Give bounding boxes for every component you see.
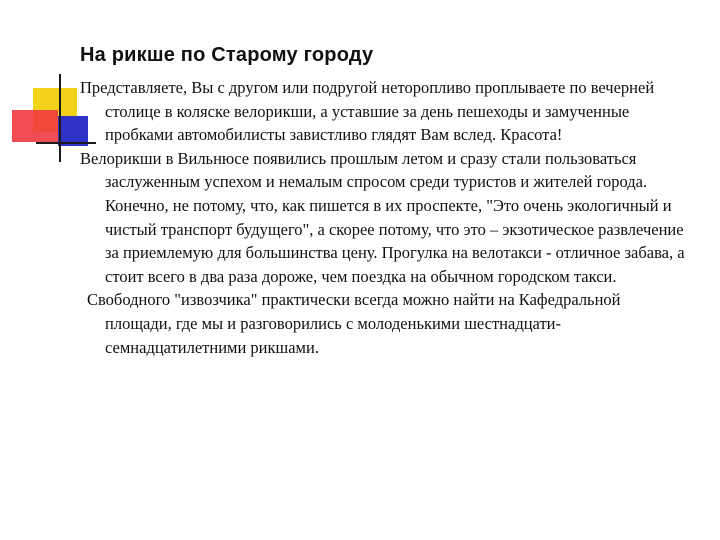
slide-body — [80, 76, 690, 359]
slide-title: На рикше по Старому городу — [80, 44, 374, 66]
paragraph-intro: Представляете, Вы с другом или подругой неторопливо проплываете по вечерней столице в коляске велорикши, а уставшие за день пешеходы и замученные пробками автомобилисты завистливо глядят Вам вслед. Красота! — [80, 78, 655, 145]
red-square — [12, 110, 58, 142]
paragraph-location: Свободного "извозчика" практически всегда можно найти на Кафедральной площади, где мы и разговорились с молоденькими шестнадцати-семнадцатилетними рикшами. — [87, 290, 621, 357]
paragraph-history: Велорикши в Вильнюсе появились прошлым летом и сразу стали пользоваться заслуженным успехом и немалым спросом среди туристов и жителей города. Конечно, не потому, что, как пишется в их проспекте, "Это очень экологичный и чистый транспорт будущего", а скорее потому, что это – экзотическое развлечение за приемлемую для большинства цену. Прогулка на велотакси - отличное забава, а стоит всего в два раза дороже, чем поездка на обычном городском такси. — [80, 148, 685, 286]
